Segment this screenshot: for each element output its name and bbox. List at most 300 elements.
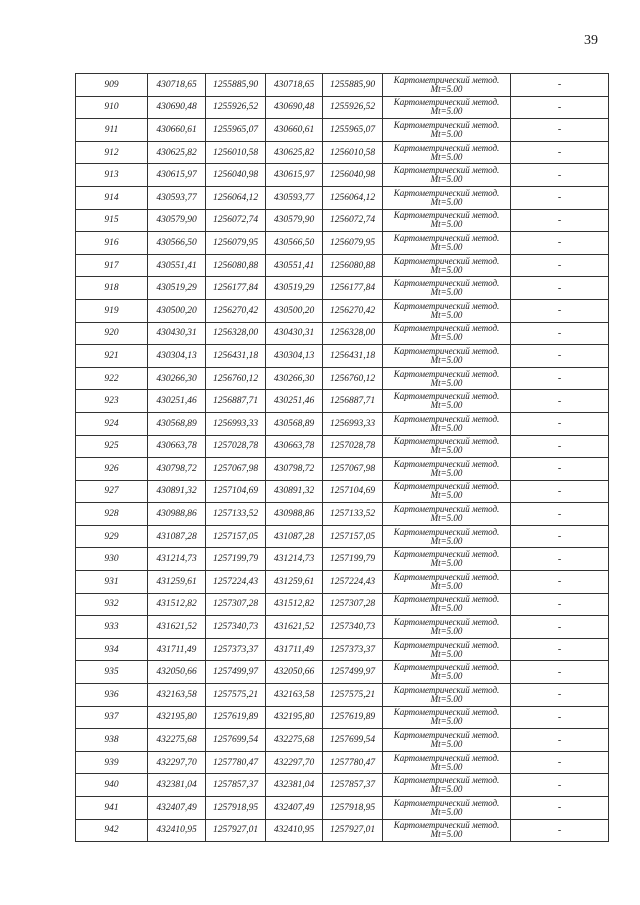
point-number-cell: 928 [76, 503, 148, 526]
note-cell: - [511, 209, 609, 232]
method-accuracy: Mt=5.00 [430, 287, 463, 298]
point-number-cell: 940 [76, 774, 148, 797]
method-name: Картометрический метод. [393, 752, 500, 763]
point-number-cell: 913 [76, 164, 148, 187]
method-cell [383, 819, 511, 842]
point-number-cell: 929 [76, 525, 148, 548]
point-number-cell: 923 [76, 390, 148, 413]
point-number-cell: 933 [76, 616, 148, 639]
x-existing-cell: 430566,50 [148, 232, 206, 255]
point-number-cell: 939 [76, 751, 148, 774]
note-cell: - [511, 774, 609, 797]
y-new-cell: 1257575,21 [323, 684, 383, 707]
method-name: Картометрический метод. [393, 639, 500, 650]
y-new-cell: 1256270,42 [323, 299, 383, 322]
method-cell [383, 96, 511, 119]
method-name: Картометрический метод. [393, 707, 500, 718]
x-existing-cell: 430551,41 [148, 254, 206, 277]
note-cell: - [511, 412, 609, 435]
x-new-cell: 431711,49 [266, 638, 323, 661]
method-name: Картометрический метод. [393, 662, 500, 673]
method-name: Картометрический метод. [393, 142, 500, 153]
method-name: Картометрический метод. [393, 458, 500, 469]
table-row [76, 164, 609, 187]
y-new-cell: 1256080,88 [323, 254, 383, 277]
table-row [76, 638, 609, 661]
x-existing-cell: 430500,20 [148, 299, 206, 322]
y-existing-cell: 1256010,58 [206, 141, 266, 164]
note-cell: - [511, 141, 609, 164]
note-cell: - [511, 571, 609, 594]
method-name: Картометрический метод. [393, 684, 500, 695]
table-row [76, 774, 609, 797]
x-new-cell: 432407,49 [266, 797, 323, 820]
y-new-cell: 1255926,52 [323, 96, 383, 119]
x-existing-cell: 430266,30 [148, 367, 206, 390]
method-cell [383, 412, 511, 435]
method-accuracy: Mt=5.00 [430, 693, 463, 704]
method-cell [383, 706, 511, 729]
y-existing-cell: 1255926,52 [206, 96, 266, 119]
table-row [76, 503, 609, 526]
note-cell: - [511, 616, 609, 639]
y-new-cell: 1256177,84 [323, 277, 383, 300]
y-existing-cell: 1257157,05 [206, 525, 266, 548]
table-row [76, 74, 609, 97]
note-cell: - [511, 593, 609, 616]
note-cell: - [511, 232, 609, 255]
x-new-cell: 430615,97 [266, 164, 323, 187]
x-new-cell: 430500,20 [266, 299, 323, 322]
point-number-cell: 927 [76, 480, 148, 503]
method-name: Картометрический метод. [393, 255, 500, 266]
x-new-cell: 430251,46 [266, 390, 323, 413]
point-number-cell: 922 [76, 367, 148, 390]
x-existing-cell: 430593,77 [148, 186, 206, 209]
y-existing-cell: 1257780,47 [206, 751, 266, 774]
note-cell: - [511, 638, 609, 661]
x-existing-cell: 430891,32 [148, 480, 206, 503]
point-number-cell: 936 [76, 684, 148, 707]
x-new-cell: 430568,89 [266, 412, 323, 435]
x-new-cell: 430430,31 [266, 322, 323, 345]
y-existing-cell: 1255965,07 [206, 119, 266, 142]
y-new-cell: 1257780,47 [323, 751, 383, 774]
y-existing-cell: 1257133,52 [206, 503, 266, 526]
x-existing-cell: 430615,97 [148, 164, 206, 187]
table-row [76, 729, 609, 752]
method-cell [383, 797, 511, 820]
x-existing-cell: 432381,04 [148, 774, 206, 797]
method-cell [383, 390, 511, 413]
table-row [76, 548, 609, 571]
table-row [76, 232, 609, 255]
method-cell [383, 458, 511, 481]
method-accuracy: Mt=5.00 [430, 558, 463, 569]
method-name: Картометрический метод. [393, 165, 500, 176]
point-number-cell: 941 [76, 797, 148, 820]
table-row [76, 119, 609, 142]
y-new-cell: 1257927,01 [323, 819, 383, 842]
note-cell: - [511, 729, 609, 752]
y-new-cell: 1257918,95 [323, 797, 383, 820]
x-existing-cell: 432163,58 [148, 684, 206, 707]
point-number-cell: 914 [76, 186, 148, 209]
method-cell [383, 751, 511, 774]
x-new-cell: 432275,68 [266, 729, 323, 752]
y-existing-cell: 1256072,74 [206, 209, 266, 232]
method-accuracy: Mt=5.00 [430, 128, 463, 139]
x-new-cell: 430718,65 [266, 74, 323, 97]
y-existing-cell: 1257028,78 [206, 435, 266, 458]
table-row [76, 661, 609, 684]
y-existing-cell: 1257619,89 [206, 706, 266, 729]
point-number-cell: 925 [76, 435, 148, 458]
note-cell: - [511, 684, 609, 707]
table-row [76, 299, 609, 322]
x-new-cell: 430579,90 [266, 209, 323, 232]
x-existing-cell: 431087,28 [148, 525, 206, 548]
y-existing-cell: 1257224,43 [206, 571, 266, 594]
table-row [76, 616, 609, 639]
method-name: Картометрический метод. [393, 391, 500, 402]
method-name: Картометрический метод. [393, 74, 500, 85]
method-name: Картометрический метод. [393, 775, 500, 786]
method-name: Картометрический метод. [393, 504, 500, 515]
y-new-cell: 1256072,74 [323, 209, 383, 232]
note-cell: - [511, 119, 609, 142]
x-new-cell: 432195,80 [266, 706, 323, 729]
point-number-cell: 924 [76, 412, 148, 435]
note-cell: - [511, 322, 609, 345]
table-row [76, 390, 609, 413]
table-row [76, 458, 609, 481]
x-existing-cell: 432275,68 [148, 729, 206, 752]
method-accuracy: Mt=5.00 [430, 761, 463, 772]
note-cell: - [511, 254, 609, 277]
method-accuracy: Mt=5.00 [430, 241, 463, 252]
note-cell: - [511, 503, 609, 526]
method-accuracy: Mt=5.00 [430, 174, 463, 185]
y-new-cell: 1257619,89 [323, 706, 383, 729]
method-accuracy: Mt=5.00 [430, 83, 463, 94]
method-cell [383, 299, 511, 322]
method-accuracy: Mt=5.00 [430, 196, 463, 207]
y-existing-cell: 1257918,95 [206, 797, 266, 820]
method-accuracy: Mt=5.00 [430, 806, 463, 817]
point-number-cell: 919 [76, 299, 148, 322]
y-new-cell: 1256431,18 [323, 345, 383, 368]
x-existing-cell: 431711,49 [148, 638, 206, 661]
y-new-cell: 1257224,43 [323, 571, 383, 594]
method-cell [383, 367, 511, 390]
table-row [76, 412, 609, 435]
method-name: Картометрический метод. [393, 232, 500, 243]
method-accuracy: Mt=5.00 [430, 332, 463, 343]
point-number-cell: 911 [76, 119, 148, 142]
y-new-cell: 1256079,95 [323, 232, 383, 255]
x-new-cell: 431512,82 [266, 593, 323, 616]
x-existing-cell: 430663,78 [148, 435, 206, 458]
y-new-cell: 1256887,71 [323, 390, 383, 413]
x-new-cell: 431214,73 [266, 548, 323, 571]
method-accuracy: Mt=5.00 [430, 354, 463, 365]
method-accuracy: Mt=5.00 [430, 422, 463, 433]
point-number-cell: 915 [76, 209, 148, 232]
method-name: Картометрический метод. [393, 481, 500, 492]
method-cell [383, 729, 511, 752]
y-new-cell: 1257067,98 [323, 458, 383, 481]
method-cell [383, 503, 511, 526]
x-existing-cell: 432410,95 [148, 819, 206, 842]
table-row [76, 186, 609, 209]
y-new-cell: 1257199,79 [323, 548, 383, 571]
method-accuracy: Mt=5.00 [430, 513, 463, 524]
note-cell: - [511, 299, 609, 322]
x-new-cell: 432381,04 [266, 774, 323, 797]
note-cell: - [511, 345, 609, 368]
x-existing-cell: 431259,61 [148, 571, 206, 594]
table-row [76, 571, 609, 594]
table-row [76, 254, 609, 277]
note-cell: - [511, 706, 609, 729]
note-cell: - [511, 525, 609, 548]
y-new-cell: 1257104,69 [323, 480, 383, 503]
method-accuracy: Mt=5.00 [430, 490, 463, 501]
method-accuracy: Mt=5.00 [430, 106, 463, 117]
x-existing-cell: 430519,29 [148, 277, 206, 300]
y-existing-cell: 1257499,97 [206, 661, 266, 684]
x-new-cell: 430519,29 [266, 277, 323, 300]
method-cell [383, 322, 511, 345]
method-cell [383, 141, 511, 164]
table-row [76, 684, 609, 707]
x-new-cell: 431087,28 [266, 525, 323, 548]
x-existing-cell: 431621,52 [148, 616, 206, 639]
method-cell [383, 616, 511, 639]
note-cell: - [511, 96, 609, 119]
method-cell [383, 661, 511, 684]
y-new-cell: 1256328,00 [323, 322, 383, 345]
x-existing-cell: 432297,70 [148, 751, 206, 774]
y-new-cell: 1257340,73 [323, 616, 383, 639]
method-cell [383, 119, 511, 142]
method-cell [383, 684, 511, 707]
method-name: Картометрический метод. [393, 300, 500, 311]
point-number-cell: 926 [76, 458, 148, 481]
method-name: Картометрический метод. [393, 323, 500, 334]
table-body [76, 74, 609, 842]
x-new-cell: 432410,95 [266, 819, 323, 842]
method-accuracy: Mt=5.00 [430, 219, 463, 230]
y-existing-cell: 1256760,12 [206, 367, 266, 390]
note-cell: - [511, 480, 609, 503]
x-new-cell: 430566,50 [266, 232, 323, 255]
method-name: Картометрический метод. [393, 436, 500, 447]
y-existing-cell: 1256064,12 [206, 186, 266, 209]
table-row [76, 345, 609, 368]
x-new-cell: 431259,61 [266, 571, 323, 594]
x-new-cell: 432297,70 [266, 751, 323, 774]
y-existing-cell: 1256431,18 [206, 345, 266, 368]
point-number-cell: 938 [76, 729, 148, 752]
y-existing-cell: 1257575,21 [206, 684, 266, 707]
page-number: 39 [584, 33, 598, 48]
method-cell [383, 277, 511, 300]
method-name: Картометрический метод. [393, 97, 500, 108]
note-cell: - [511, 164, 609, 187]
x-new-cell: 430660,61 [266, 119, 323, 142]
note-cell: - [511, 797, 609, 820]
method-cell [383, 638, 511, 661]
method-cell [383, 186, 511, 209]
point-number-cell: 932 [76, 593, 148, 616]
table-row [76, 322, 609, 345]
y-existing-cell: 1256079,95 [206, 232, 266, 255]
method-name: Картометрический метод. [393, 571, 500, 582]
x-new-cell: 430625,82 [266, 141, 323, 164]
method-name: Картометрический метод. [393, 526, 500, 537]
table-row [76, 141, 609, 164]
method-cell [383, 525, 511, 548]
x-existing-cell: 430690,48 [148, 96, 206, 119]
point-number-cell: 934 [76, 638, 148, 661]
table-row [76, 277, 609, 300]
method-name: Картометрический метод. [393, 210, 500, 221]
method-accuracy: Mt=5.00 [430, 829, 463, 840]
y-new-cell: 1257857,37 [323, 774, 383, 797]
method-accuracy: Mt=5.00 [430, 739, 463, 750]
method-cell [383, 480, 511, 503]
point-number-cell: 942 [76, 819, 148, 842]
x-existing-cell: 430568,89 [148, 412, 206, 435]
x-existing-cell: 430430,31 [148, 322, 206, 345]
table-row [76, 819, 609, 842]
y-existing-cell: 1257340,73 [206, 616, 266, 639]
y-new-cell: 1256760,12 [323, 367, 383, 390]
point-number-cell: 937 [76, 706, 148, 729]
x-existing-cell: 431512,82 [148, 593, 206, 616]
x-new-cell: 430304,13 [266, 345, 323, 368]
point-number-cell: 910 [76, 96, 148, 119]
y-existing-cell: 1257067,98 [206, 458, 266, 481]
y-existing-cell: 1257857,37 [206, 774, 266, 797]
method-cell [383, 571, 511, 594]
note-cell: - [511, 74, 609, 97]
y-existing-cell: 1255885,90 [206, 74, 266, 97]
note-cell: - [511, 367, 609, 390]
method-accuracy: Mt=5.00 [430, 603, 463, 614]
y-new-cell: 1256064,12 [323, 186, 383, 209]
method-name: Картометрический метод. [393, 413, 500, 424]
table-row [76, 367, 609, 390]
y-new-cell: 1255885,90 [323, 74, 383, 97]
method-name: Картометрический метод. [393, 119, 500, 130]
method-cell [383, 345, 511, 368]
method-cell [383, 164, 511, 187]
note-cell: - [511, 435, 609, 458]
method-cell [383, 435, 511, 458]
method-accuracy: Mt=5.00 [430, 445, 463, 456]
x-existing-cell: 430718,65 [148, 74, 206, 97]
coordinates-table [75, 73, 609, 842]
point-number-cell: 916 [76, 232, 148, 255]
method-name: Картометрический метод. [393, 730, 500, 741]
y-new-cell: 1257028,78 [323, 435, 383, 458]
method-name: Картометрический метод. [393, 345, 500, 356]
method-accuracy: Mt=5.00 [430, 151, 463, 162]
x-existing-cell: 430988,86 [148, 503, 206, 526]
y-new-cell: 1257133,52 [323, 503, 383, 526]
method-cell [383, 774, 511, 797]
x-new-cell: 431621,52 [266, 616, 323, 639]
table-row [76, 480, 609, 503]
y-new-cell: 1256040,98 [323, 164, 383, 187]
method-accuracy: Mt=5.00 [430, 626, 463, 637]
method-name: Картометрический метод. [393, 594, 500, 605]
point-number-cell: 930 [76, 548, 148, 571]
x-existing-cell: 430579,90 [148, 209, 206, 232]
method-accuracy: Mt=5.00 [430, 377, 463, 388]
x-new-cell: 430551,41 [266, 254, 323, 277]
method-accuracy: Mt=5.00 [430, 671, 463, 682]
note-cell: - [511, 819, 609, 842]
x-existing-cell: 430798,72 [148, 458, 206, 481]
point-number-cell: 917 [76, 254, 148, 277]
method-name: Картометрический метод. [393, 797, 500, 808]
method-accuracy: Mt=5.00 [430, 716, 463, 727]
x-existing-cell: 431214,73 [148, 548, 206, 571]
note-cell: - [511, 548, 609, 571]
y-existing-cell: 1256887,71 [206, 390, 266, 413]
method-accuracy: Mt=5.00 [430, 535, 463, 546]
note-cell: - [511, 458, 609, 481]
x-new-cell: 430663,78 [266, 435, 323, 458]
y-existing-cell: 1256328,00 [206, 322, 266, 345]
y-new-cell: 1256993,33 [323, 412, 383, 435]
method-accuracy: Mt=5.00 [430, 264, 463, 275]
x-existing-cell: 430304,13 [148, 345, 206, 368]
y-new-cell: 1257699,54 [323, 729, 383, 752]
x-existing-cell: 430625,82 [148, 141, 206, 164]
method-name: Картометрический метод. [393, 368, 500, 379]
method-accuracy: Mt=5.00 [430, 467, 463, 478]
x-new-cell: 430690,48 [266, 96, 323, 119]
x-new-cell: 430593,77 [266, 186, 323, 209]
table-row [76, 209, 609, 232]
method-cell [383, 254, 511, 277]
table-row [76, 96, 609, 119]
point-number-cell: 912 [76, 141, 148, 164]
method-name: Картометрический метод. [393, 278, 500, 289]
method-name: Картометрический метод. [393, 617, 500, 628]
y-new-cell: 1256010,58 [323, 141, 383, 164]
method-cell [383, 209, 511, 232]
y-existing-cell: 1257927,01 [206, 819, 266, 842]
method-name: Картометрический метод. [393, 820, 500, 831]
x-existing-cell: 430251,46 [148, 390, 206, 413]
method-cell [383, 548, 511, 571]
note-cell: - [511, 751, 609, 774]
note-cell: - [511, 661, 609, 684]
x-new-cell: 430891,32 [266, 480, 323, 503]
x-existing-cell: 432195,80 [148, 706, 206, 729]
x-existing-cell: 432050,66 [148, 661, 206, 684]
y-existing-cell: 1257307,28 [206, 593, 266, 616]
table-row [76, 593, 609, 616]
method-accuracy: Mt=5.00 [430, 580, 463, 591]
y-new-cell: 1257157,05 [323, 525, 383, 548]
